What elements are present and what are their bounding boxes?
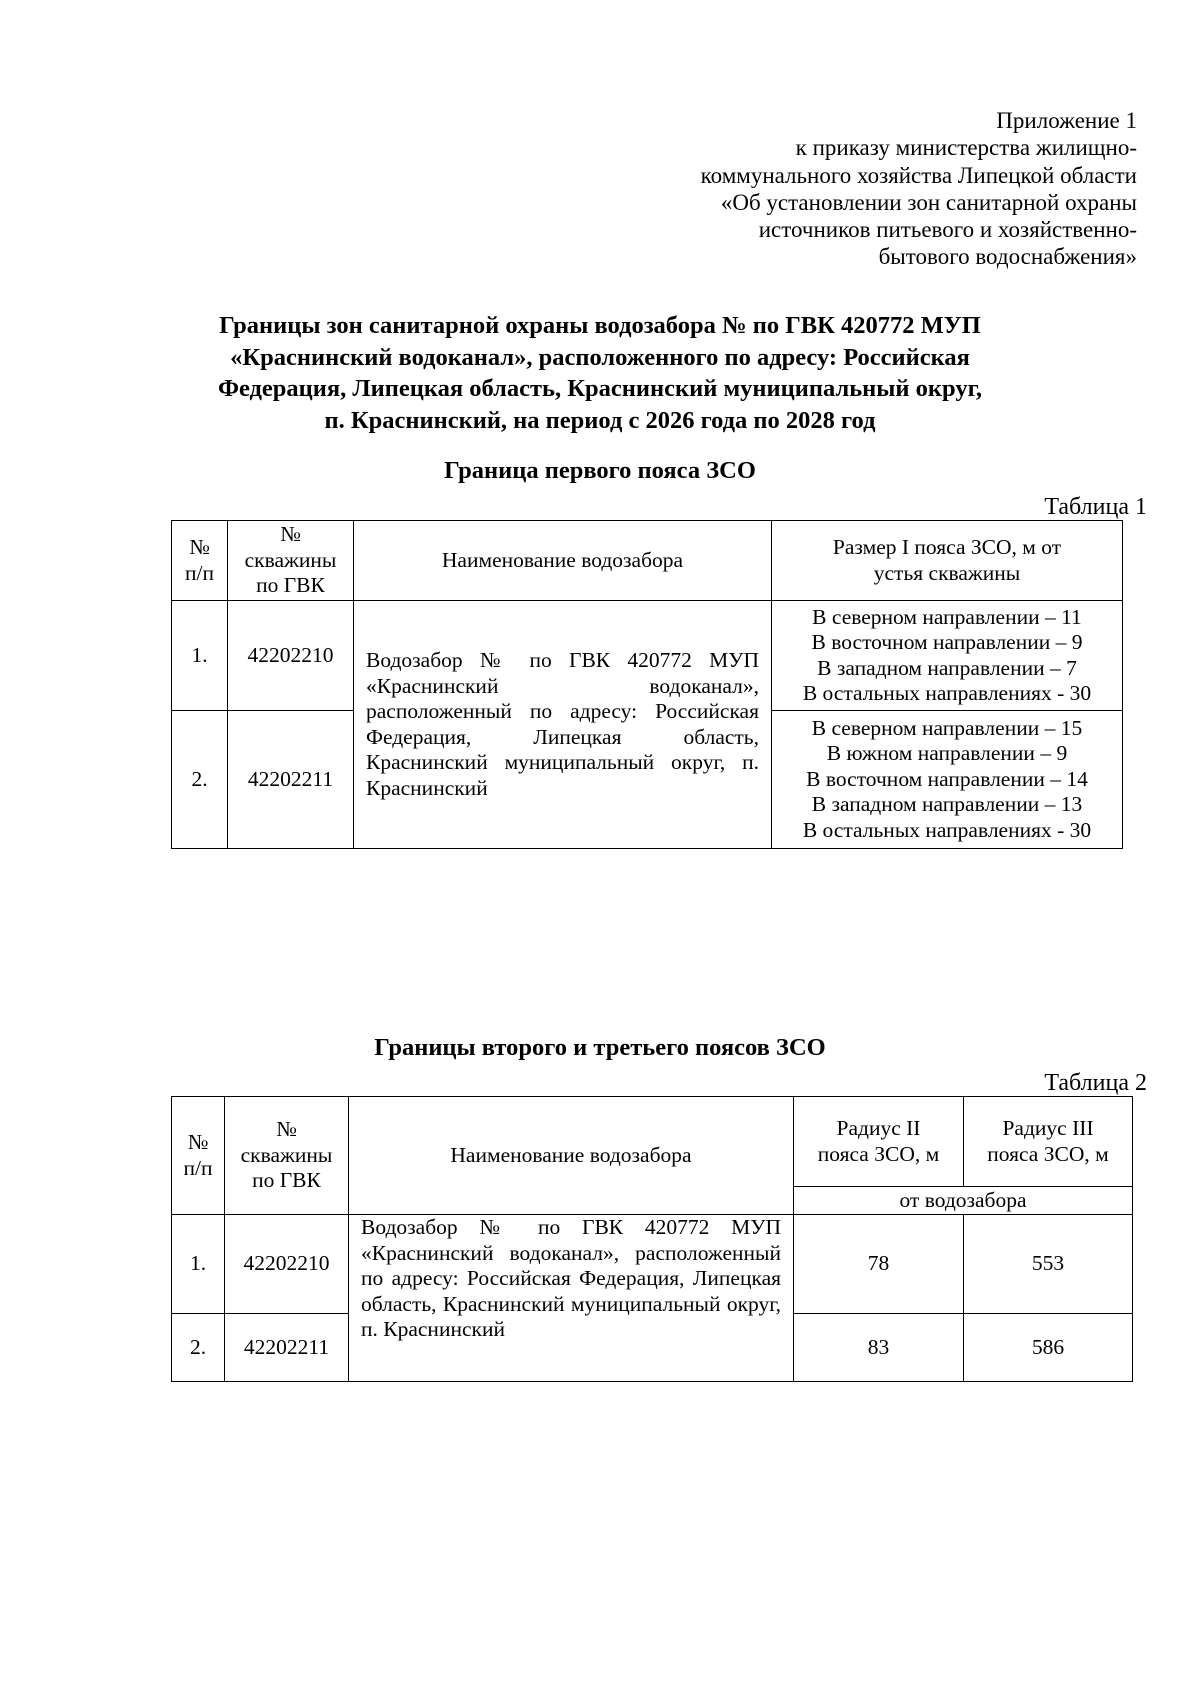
- intake-name: [349, 1215, 794, 1382]
- direction: В западном направлении – 7: [817, 655, 1077, 680]
- header-size-text: Размер I пояса ЗСО, м от устья скважины: [832, 535, 1062, 585]
- intake-name: [354, 601, 772, 849]
- title-line: п. Краснинский, на период с 2026 года по 2028 год: [324, 406, 876, 434]
- section2-title: Границы второго и третьего поясов ЗСО: [374, 1034, 826, 1061]
- header-well-text: № скважины по ГВК: [240, 1117, 333, 1193]
- row-directions: [772, 601, 1123, 711]
- header-num-text: № п/п: [183, 1130, 213, 1180]
- direction: В остальных направлениях - 30: [802, 681, 1092, 705]
- row-radius-2: 78: [794, 1215, 964, 1314]
- header-well: [228, 521, 354, 601]
- row-directions: [772, 711, 1123, 849]
- row-radius-3: 553: [964, 1215, 1133, 1314]
- table2-caption: Таблица 2: [1044, 1070, 1147, 1096]
- table1-header-row: [172, 521, 1123, 601]
- header-name: Наименование водозабора: [354, 521, 772, 601]
- direction: В восточном направлении – 14: [806, 766, 1088, 791]
- appendix-reference: [537, 107, 1137, 271]
- direction: В восточном направлении – 9: [811, 630, 1083, 654]
- table2-header-row: [172, 1097, 1133, 1187]
- appendix-line: «Об установлении зон санитарной охраны: [720, 189, 1137, 215]
- header-num: [172, 521, 228, 601]
- header-size: [772, 521, 1123, 601]
- table-row: [172, 601, 1123, 711]
- appendix-line: Приложение 1: [996, 108, 1137, 133]
- row-well: 42202210: [225, 1215, 349, 1314]
- direction: В северном направлении – 11: [812, 604, 1082, 629]
- appendix-line: бытового водоснабжения»: [878, 244, 1137, 270]
- header-name: Наименование водозабора: [349, 1097, 794, 1215]
- header-num-text: № п/п: [185, 535, 214, 585]
- header-radius-2: [794, 1097, 964, 1187]
- direction: В южном направлении – 9: [826, 741, 1068, 766]
- header-radius-3-text: Радиус III пояса ЗСО, м: [987, 1116, 1109, 1166]
- row-well: 42202210: [228, 601, 354, 711]
- row-num: 1.: [172, 601, 228, 711]
- row-num: 2.: [172, 1314, 225, 1382]
- appendix-line: коммунального хозяйства Липецкой области: [700, 162, 1137, 188]
- appendix-line: источников питьевого и хозяйственно-: [758, 217, 1137, 243]
- table1-caption: Таблица 1: [1044, 494, 1147, 520]
- title-line: «Краснинский водоканал», расположенного по адресу: Российская: [230, 343, 970, 371]
- row-radius-3: 586: [964, 1314, 1133, 1382]
- header-well-text: № скважины по ГВК: [244, 522, 337, 598]
- intake-name-text: Водозабор № по ГВК 420772 МУП «Краснинский водоканал», расположенный по адресу: Российская Федерация, Липецкая область, Краснинский муниципальный округ, п. Краснинский: [366, 648, 759, 800]
- intake-name-text: Водозабор № по ГВК 420772 МУП «Краснинский водоканал», расположенный по адресу: Российская Федерация, Липецкая область, Краснинский муниципальный округ, п. Краснинский: [361, 1215, 781, 1341]
- row-num: 1.: [172, 1215, 225, 1314]
- section1-title: Граница первого пояса ЗСО: [444, 457, 756, 484]
- header-from-intake: от водозабора: [794, 1187, 1133, 1215]
- title-line: Федерация, Липецкая область, Краснинский муниципальный округ,: [217, 375, 983, 402]
- title-line: Границы зон санитарной охраны водозабора № по ГВК 420772 МУП: [219, 312, 981, 339]
- table2: [171, 1096, 1133, 1382]
- document-title: [150, 310, 1050, 436]
- header-radius-3: [964, 1097, 1133, 1187]
- header-num: [172, 1097, 225, 1215]
- direction: В остальных направлениях - 30: [802, 817, 1092, 842]
- header-well: [225, 1097, 349, 1215]
- row-num: 2.: [172, 711, 228, 849]
- row-well: 42202211: [228, 711, 354, 849]
- row-radius-2: 83: [794, 1314, 964, 1382]
- row-well: 42202211: [225, 1314, 349, 1382]
- header-radius-2-text: Радиус II пояса ЗСО, м: [817, 1116, 940, 1166]
- table1: [171, 520, 1123, 849]
- direction: В западном направлении – 13: [811, 792, 1083, 817]
- appendix-line: к приказу министерства жилищно-: [795, 135, 1137, 161]
- table-row: [172, 1215, 1133, 1314]
- direction: В северном направлении – 15: [811, 715, 1083, 740]
